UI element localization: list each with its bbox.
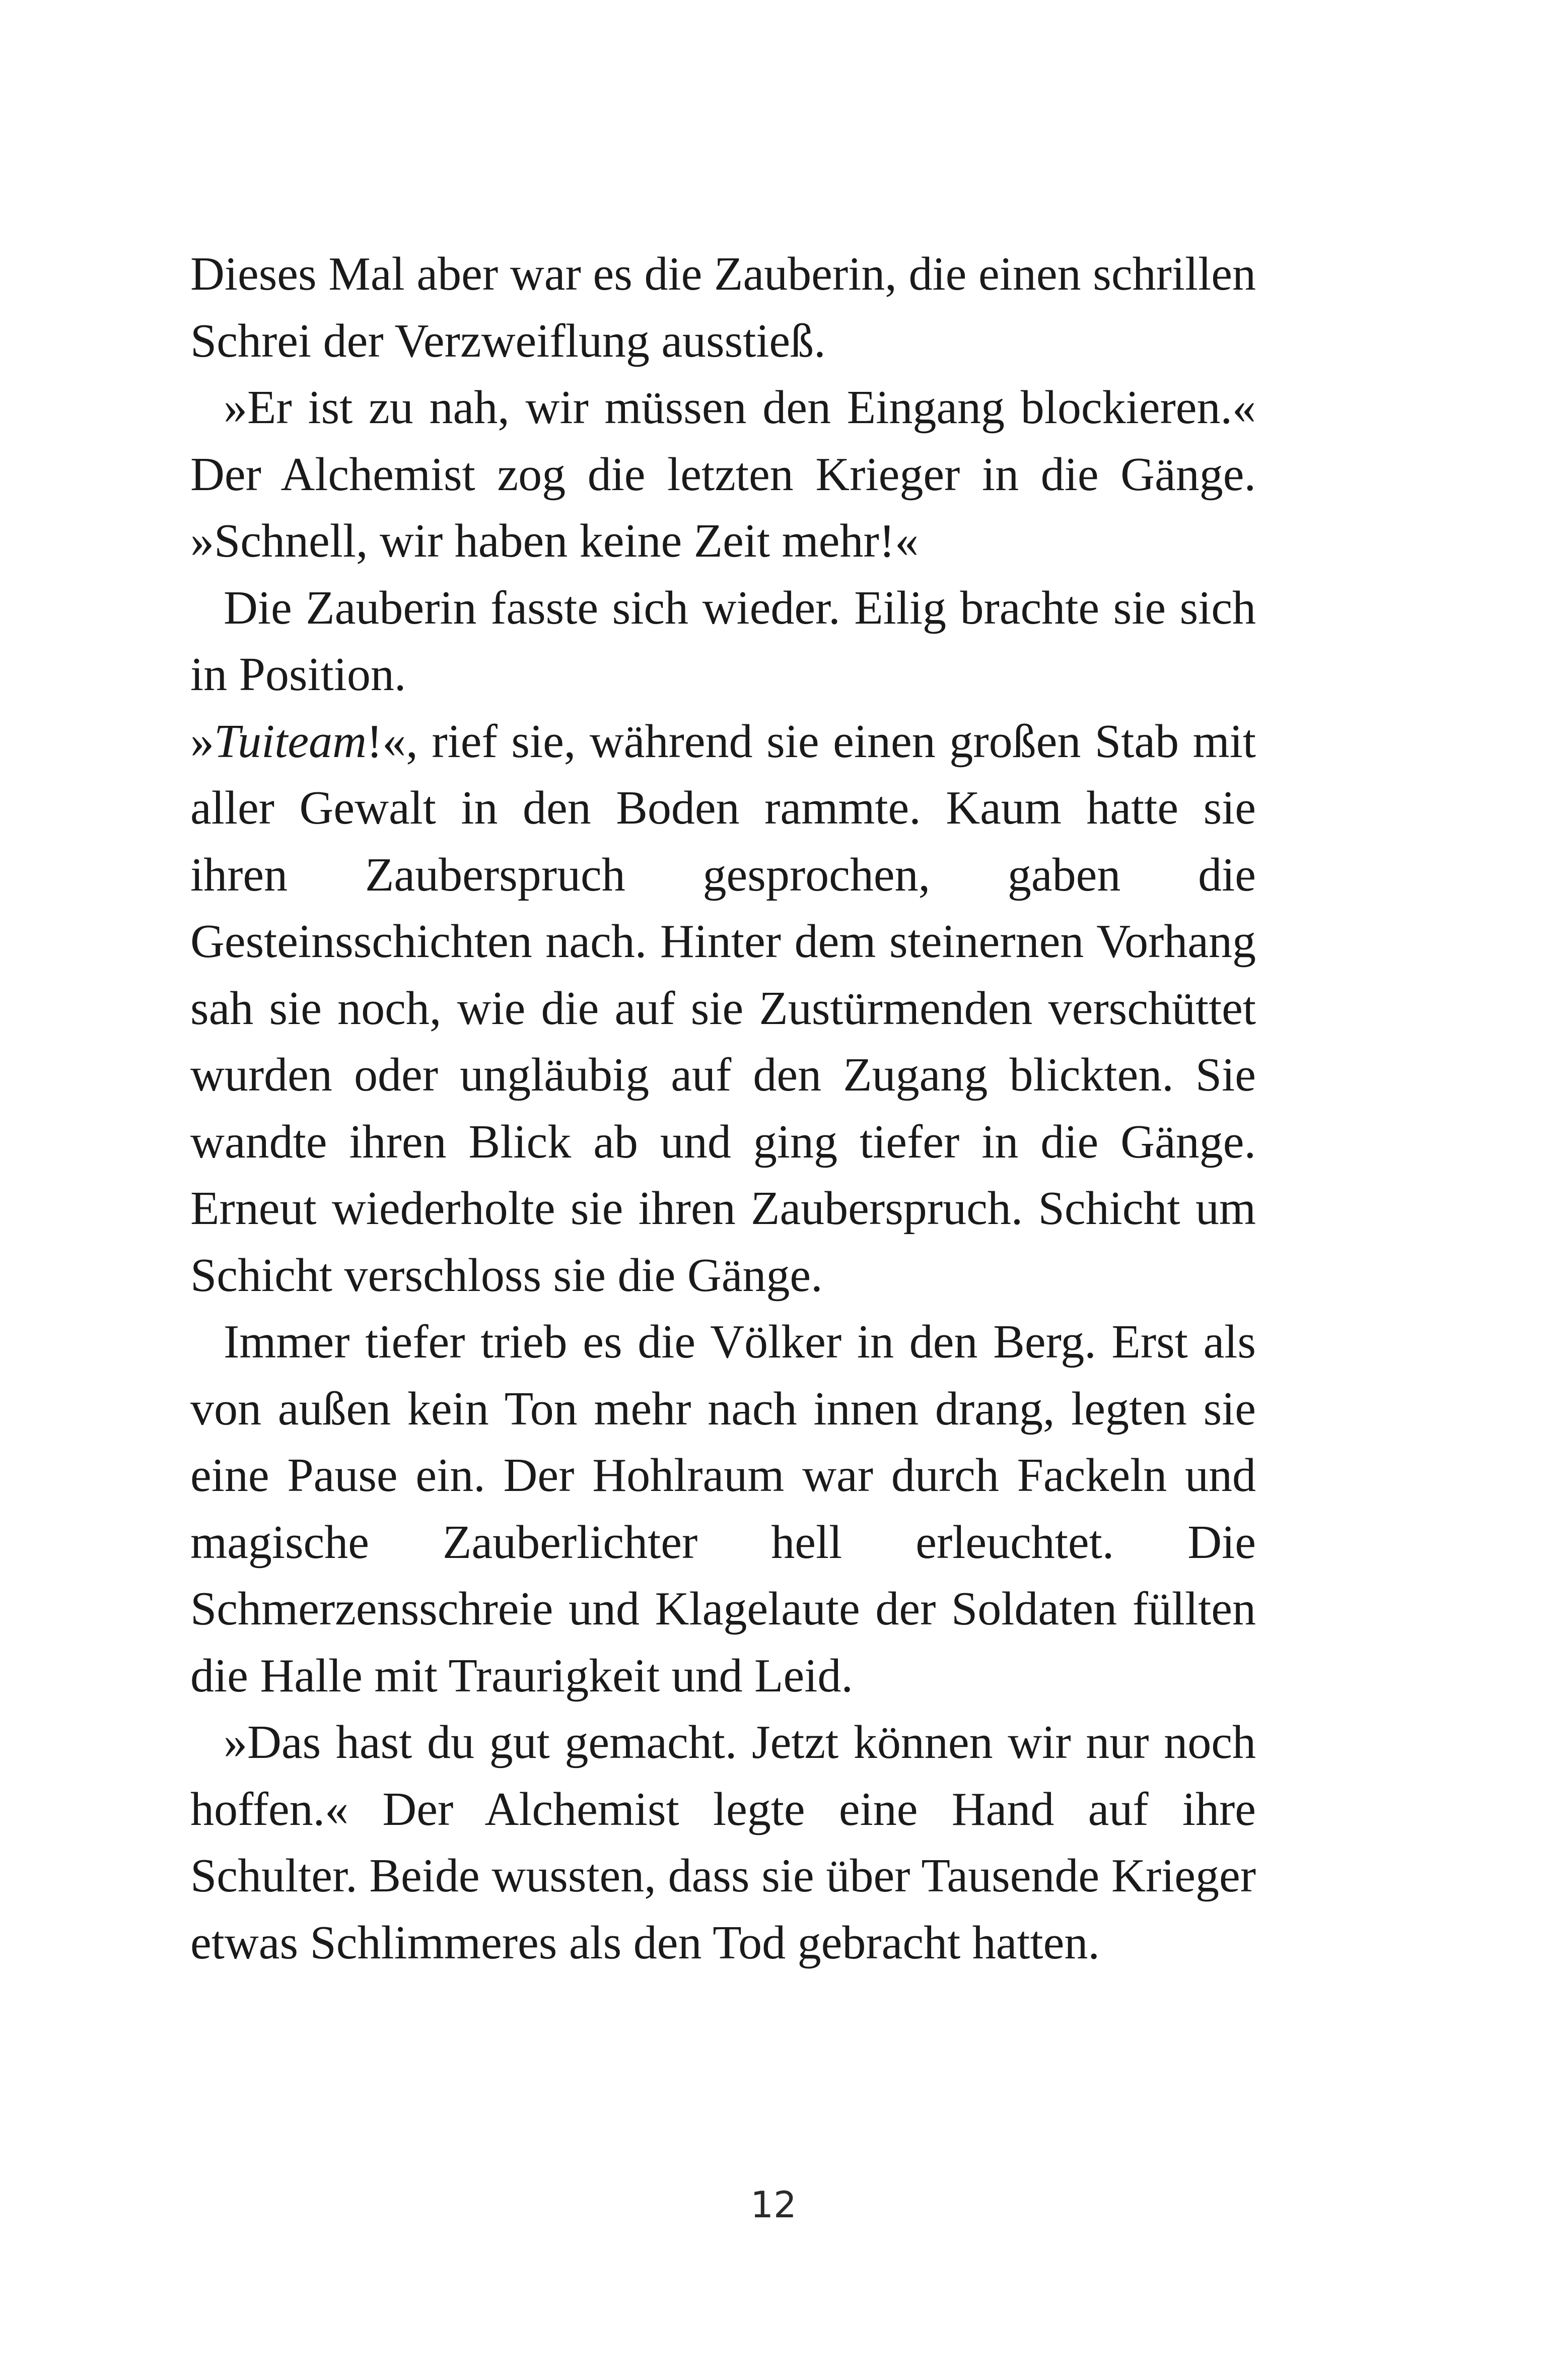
paragraph-text: »Er ist zu nah, wir müssen den Eingang blockieren.« Der Alchemist zog die letzten Krieger in die Gänge. »Schnell, wir haben keine Zeit mehr!« (190, 381, 1256, 567)
paragraph-text: Die Zauberin fasste sich wieder. Eilig brachte sie sich in Position. (190, 581, 1256, 701)
body-text (190, 241, 1256, 1976)
paragraph-text: Dieses Mal aber war es die Zauberin, die einen schrillen Schrei der Verzweiflung ausstieß. (190, 248, 1256, 367)
paragraph (190, 1309, 1256, 1709)
paragraph (190, 708, 1256, 1309)
paragraph (190, 374, 1256, 575)
paragraph (190, 241, 1256, 374)
paragraph (190, 1709, 1256, 1976)
paragraph-text: »Das hast du gut gemacht. Jetzt können wir nur noch hoffen.« Der Alchemist legte eine Hand auf ihre Schulter. Beide wussten, dass sie über Tausende Krieger etwas Schlimmeres als den Tod gebracht hatten. (190, 1716, 1256, 1969)
page-number: 12 (750, 2184, 797, 2226)
italic-text: Tuiteam (214, 715, 367, 768)
paragraph-text: !«, rief sie, während sie einen großen Stab mit aller Gewalt in den Boden rammte. Kaum hatte sie ihren Zauberspruch gesprochen, gaben die Gesteinsschichten nach. Hinter dem steinernen Vorhang sah sie noch, wie die auf sie Zustürmenden verschüttet wurden oder ungläubig auf den Zugang blickten. Sie wandte ihren Blick ab und ging tiefer in die Gänge. Erneut wiederholte sie ihren Zauberspruch. Schicht um Schicht verschloss sie die Gänge. (190, 715, 1256, 1302)
paragraph-text: » (190, 715, 214, 768)
paragraph (190, 575, 1256, 708)
paragraph-text: Immer tiefer trieb es die Völker in den Berg. Erst als von außen kein Ton mehr nach innen drang, legten sie eine Pause ein. Der Hohlraum war durch Fackeln und magische Zauberlichter hell erleuchtet. Die Schmerzensschreie und Klagelaute der Soldaten füllten die Halle mit Traurigkeit und Leid. (190, 1316, 1256, 1702)
